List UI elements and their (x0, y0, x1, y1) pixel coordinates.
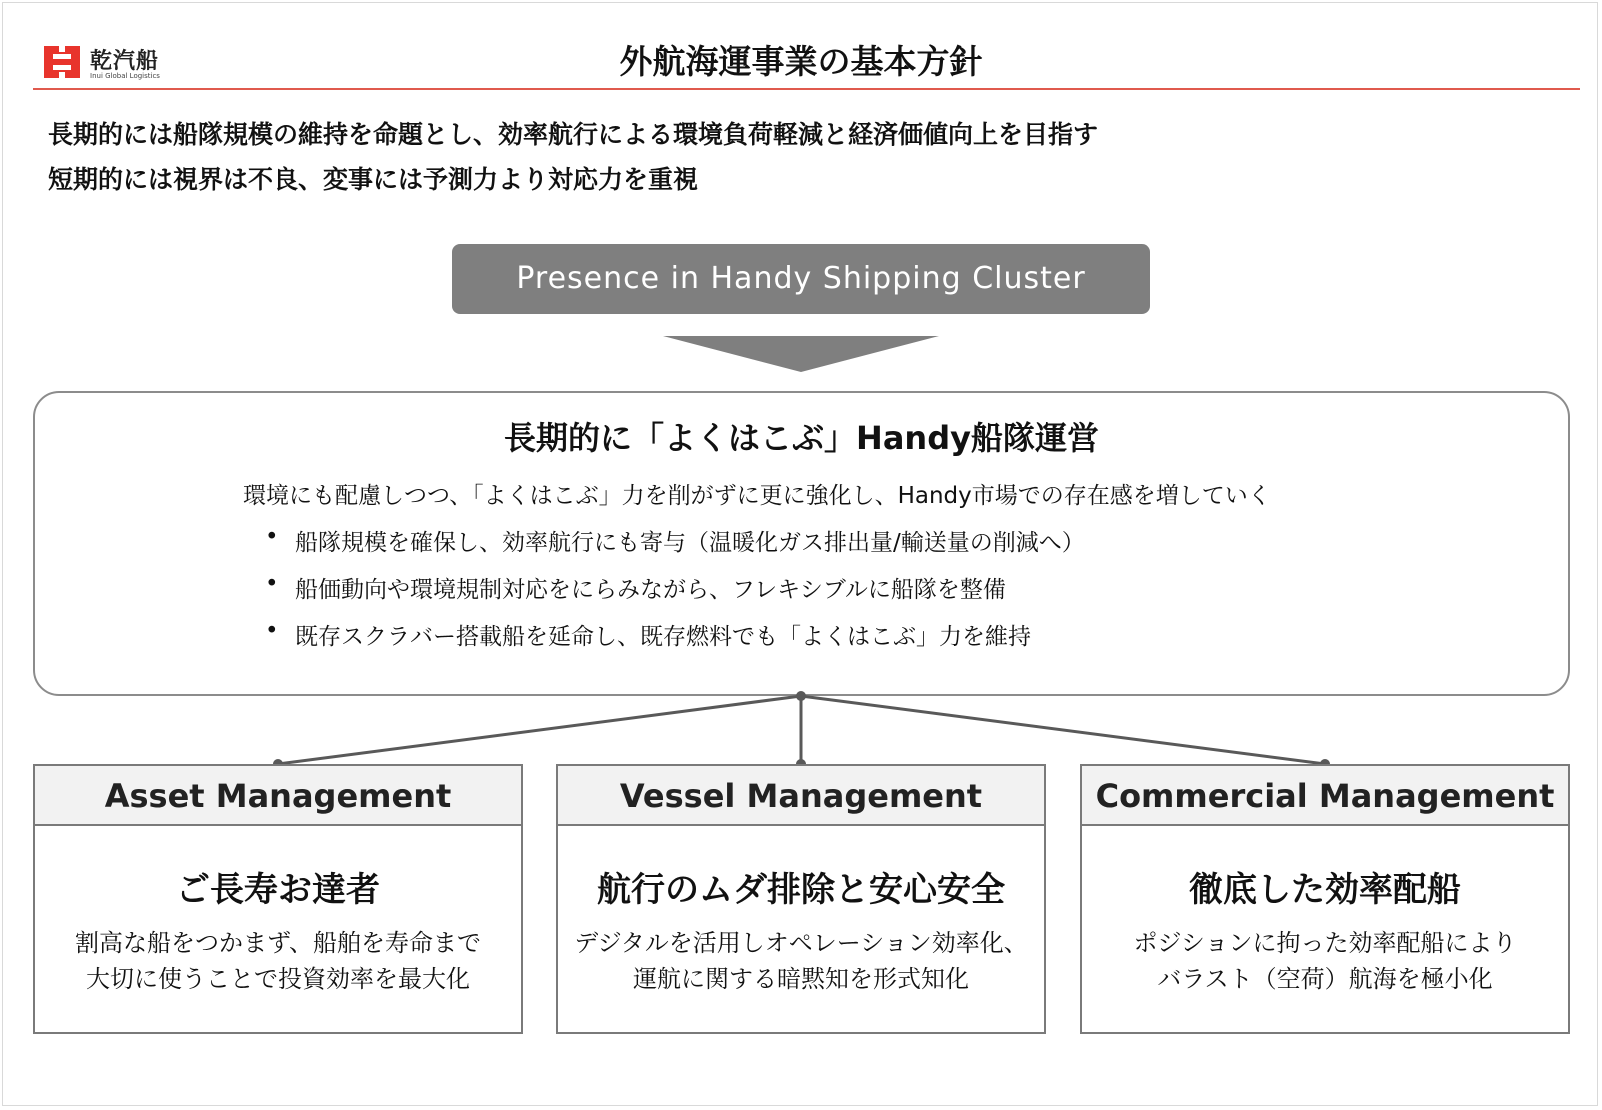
presence-banner: Presence in Handy Shipping Cluster (452, 244, 1150, 314)
fleet-operation-heading: 長期的に「よくはこぶ」Handy船隊運営 (504, 419, 1099, 457)
card-description-line: 割高な船をつかまず、船舶を寿命まで (74, 929, 482, 957)
card-subtitle: ご長寿お達者 (176, 870, 380, 910)
card-description (35, 925, 521, 997)
lead-statement-long-term: 長期的には船隊規模の維持を命題とし、効率航行による環境負荷軽減と経済価値向上を目指す (48, 120, 1099, 149)
fleet-operation-description: 環境にも配慮しつつ、「よくはこぶ」力を削がずに更に強化し、Handy市場での存在感を増していく (243, 483, 1271, 509)
asset-management-card (33, 764, 523, 1034)
commercial-management-card (1080, 764, 1570, 1034)
bullet-item: • 船価動向や環境規制対応をにらみながら、フレキシブルに船隊を整備 (265, 571, 1085, 618)
logo-subtitle: Inui Global Logistics (90, 72, 160, 80)
card-description-line: デジタルを活用しオペレーション効率化、 (574, 929, 1028, 957)
page-title: 外航海運事業の基本方針 (619, 42, 983, 81)
card-description-line: 運航に関する暗黙知を形式知化 (633, 965, 969, 993)
bullet-item: • 船隊規模を確保し、効率航行にも寄与（温暖化ガス排出量/輸送量の削減へ） (265, 524, 1085, 571)
logo-name: 乾汽船 (90, 49, 160, 74)
bullet-item: • 既存スクラバー搭載船を延命し、既存燃料でも「よくはこぶ」力を維持 (265, 618, 1085, 665)
card-header: Vessel Management (558, 766, 1044, 826)
card-description-line: 大切に使うことで投資効率を最大化 (86, 965, 470, 993)
lead-statement-short-term: 短期的には視界は不良、変事には予測力より対応力を重視 (48, 165, 699, 194)
card-description-line: バラスト（空荷）航海を極小化 (1157, 965, 1493, 993)
vessel-management-card (556, 764, 1046, 1034)
card-subtitle: 航行のムダ排除と安心安全 (597, 870, 1005, 910)
card-header: Commercial Management (1082, 766, 1568, 826)
card-subtitle: 徹底した効率配船 (1189, 870, 1461, 910)
card-description (558, 925, 1044, 997)
card-description (1082, 925, 1568, 997)
card-header: Asset Management (35, 766, 521, 826)
card-description-line: ポジションに拘った効率配船により (1133, 929, 1517, 957)
